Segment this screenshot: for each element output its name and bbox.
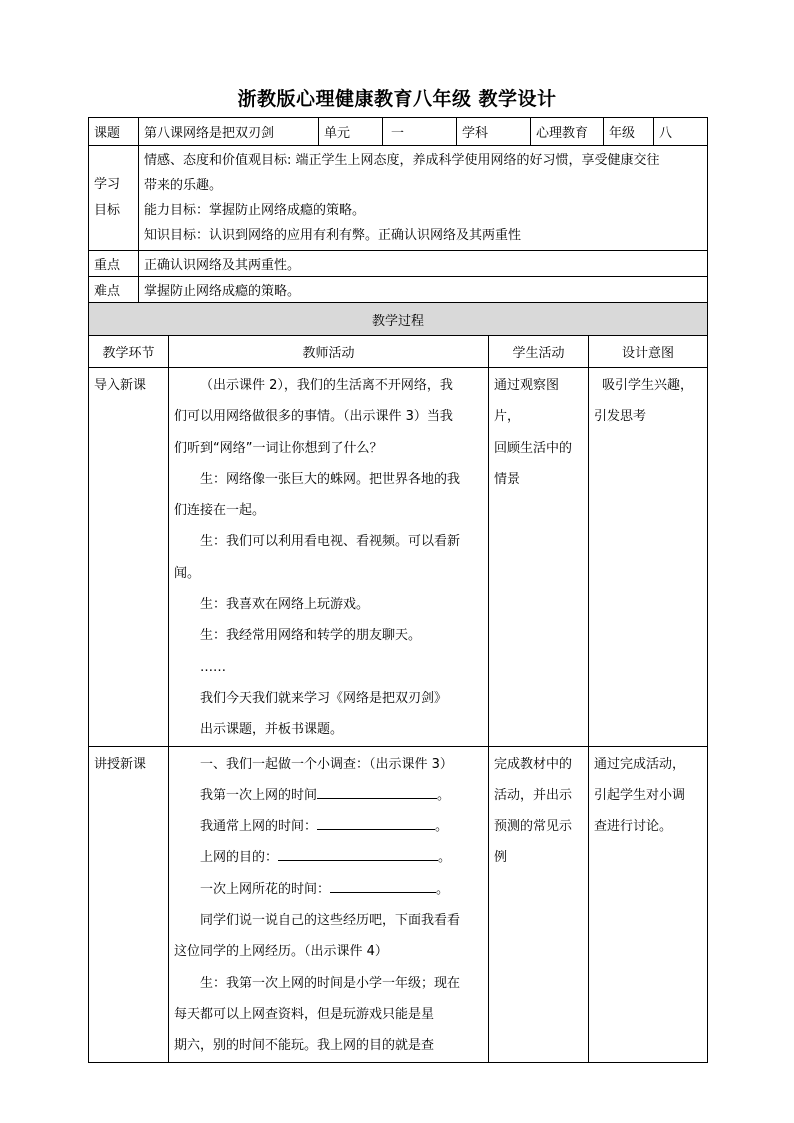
intent-line: 通过完成活动， xyxy=(594,756,686,772)
teacher-line xyxy=(174,811,483,842)
teacher-line: …… xyxy=(200,659,226,675)
objective-line: 能力目标：掌握防止网络成瘾的策略。 xyxy=(144,203,366,218)
blank-end: 。 xyxy=(436,881,450,897)
teacher-line: 我们今天我们就来学习《网络是把双刃剑》 xyxy=(200,690,448,706)
teacher-line: 生：我们可以利用看电视、看视频。可以看新 xyxy=(200,534,461,550)
student-line: 回顾生活中的 xyxy=(494,440,573,456)
teacher-line: 每天都可以上网查资料，但是玩游戏只能是星 xyxy=(174,1006,435,1022)
header-teacher: 教师活动 xyxy=(169,336,489,368)
student-activity-cell xyxy=(489,368,589,747)
teacher-line: 同学们说一说自己的这些经历吧，下面我看看 xyxy=(200,913,461,929)
objective-line: 情感、态度和价值观目标: 端正学生上网态度，养成科学使用网络的好习惯，享受健康交往 xyxy=(144,153,660,168)
teacher-line: 们听到“网络”一词让你想到了什么？ xyxy=(174,440,383,456)
objectives-text xyxy=(139,146,708,251)
design-intent-cell xyxy=(589,746,708,1062)
student-line: 通过观察图片， xyxy=(494,378,560,425)
blank-end: 。 xyxy=(435,819,449,835)
difficulty-row xyxy=(89,277,708,303)
teacher-line: 期六，别的时间不能玩。我上网的目的就是查 xyxy=(174,1038,435,1054)
grade-value: 八 xyxy=(654,118,708,146)
teacher-line: 这位同学的上网经历。（出示课件 4） xyxy=(174,944,388,960)
difficulty-value: 掌握防止网络成瘾的策略。 xyxy=(139,277,708,303)
teacher-line: 生：我经常用网络和转学的朋友聊天。 xyxy=(200,628,422,644)
student-activity-cell xyxy=(489,746,589,1062)
difficulty-label: 难点 xyxy=(89,277,139,303)
blank-end: 。 xyxy=(438,850,452,866)
student-line: 活动，并出示 xyxy=(494,787,573,803)
teacher-line: 闻。 xyxy=(174,565,201,581)
table-row xyxy=(89,368,708,747)
unit-label: 单元 xyxy=(319,118,383,146)
stage-cell: 讲授新课 xyxy=(89,746,169,1062)
teacher-activity-cell xyxy=(169,368,489,747)
student-line: 预测的常见示 xyxy=(494,819,573,835)
teacher-line: 生：我喜欢在网络上玩游戏。 xyxy=(200,597,370,613)
objectives-row xyxy=(89,146,708,251)
intent-line: 引发思考 xyxy=(594,409,647,425)
objective-line: 带来的乐趣。 xyxy=(144,178,223,193)
lesson-info-table xyxy=(88,117,708,303)
survey-question: 上网的目的： xyxy=(200,850,279,866)
teacher-line xyxy=(174,780,483,811)
header-student: 学生活动 xyxy=(489,336,589,368)
info-row xyxy=(89,118,708,146)
teacher-line xyxy=(174,874,483,905)
unit-value: 一 xyxy=(383,118,457,146)
answer-blank xyxy=(278,846,438,861)
teacher-line: 生：我第一次上网的时间是小学一年级；现在 xyxy=(200,975,461,991)
teacher-line: 们连接在一起。 xyxy=(174,503,266,519)
survey-question: 一次上网所花的时间： xyxy=(200,881,331,897)
student-line: 完成教材中的 xyxy=(494,756,573,772)
survey-question: 我通常上网的时间： xyxy=(200,819,318,835)
teacher-line: 一、我们一起做一个小调查：（出示课件 3） xyxy=(200,756,453,772)
process-title: 教学过程 xyxy=(89,303,708,336)
intent-line: 吸引学生兴趣， xyxy=(602,378,694,393)
student-line: 情景 xyxy=(494,471,521,487)
stage-cell: 导入新课 xyxy=(89,368,169,747)
teacher-line: （出示课件 2），我们的生活离不开网络，我 xyxy=(200,378,453,393)
objectives-label xyxy=(89,146,139,251)
objective-line: 知识目标：认识到网络的应用有利有弊。正确认识网络及其两重性 xyxy=(144,228,522,243)
teaching-process-table xyxy=(88,302,708,1063)
intent-line: 查进行讨论。 xyxy=(594,819,673,835)
header-intent: 设计意图 xyxy=(589,336,708,368)
teacher-line: 出示课题，并板书课题。 xyxy=(200,722,344,738)
section-header-row xyxy=(89,303,708,336)
objectives-label-line2: 目标 xyxy=(94,203,121,218)
document-title: 浙教版心理健康教育八年级 教学设计 xyxy=(237,88,557,110)
teacher-line: 生：网络像一张巨大的蛛网。把世界各地的我 xyxy=(200,471,461,487)
teacher-line: 们可以用网络做很多的事情。（出示课件 3）当我 xyxy=(174,409,453,425)
table-row xyxy=(89,746,708,1062)
key-point-value: 正确认识网络及其两重性。 xyxy=(139,251,708,277)
topic-label: 课题 xyxy=(89,118,139,146)
teacher-activity-cell xyxy=(169,746,489,1062)
column-header-row xyxy=(89,336,708,368)
student-line: 例 xyxy=(494,850,508,866)
topic-value: 第八课网络是把双刃剑 xyxy=(139,118,319,146)
answer-blank xyxy=(317,784,437,799)
key-point-row xyxy=(89,251,708,277)
teacher-line xyxy=(174,842,483,873)
design-intent-cell xyxy=(589,368,708,747)
grade-label: 年级 xyxy=(604,118,654,146)
key-point-label: 重点 xyxy=(89,251,139,277)
answer-blank xyxy=(317,815,435,830)
answer-blank xyxy=(330,878,436,893)
subject-label: 学科 xyxy=(457,118,531,146)
objectives-label-line1: 学习 xyxy=(94,177,121,192)
intent-line: 引起学生对小调 xyxy=(594,787,686,803)
subject-value: 心理教育 xyxy=(531,118,604,146)
header-stage: 教学环节 xyxy=(89,336,169,368)
survey-question: 我第一次上网的时间 xyxy=(200,787,318,803)
blank-end: 。 xyxy=(437,787,451,803)
